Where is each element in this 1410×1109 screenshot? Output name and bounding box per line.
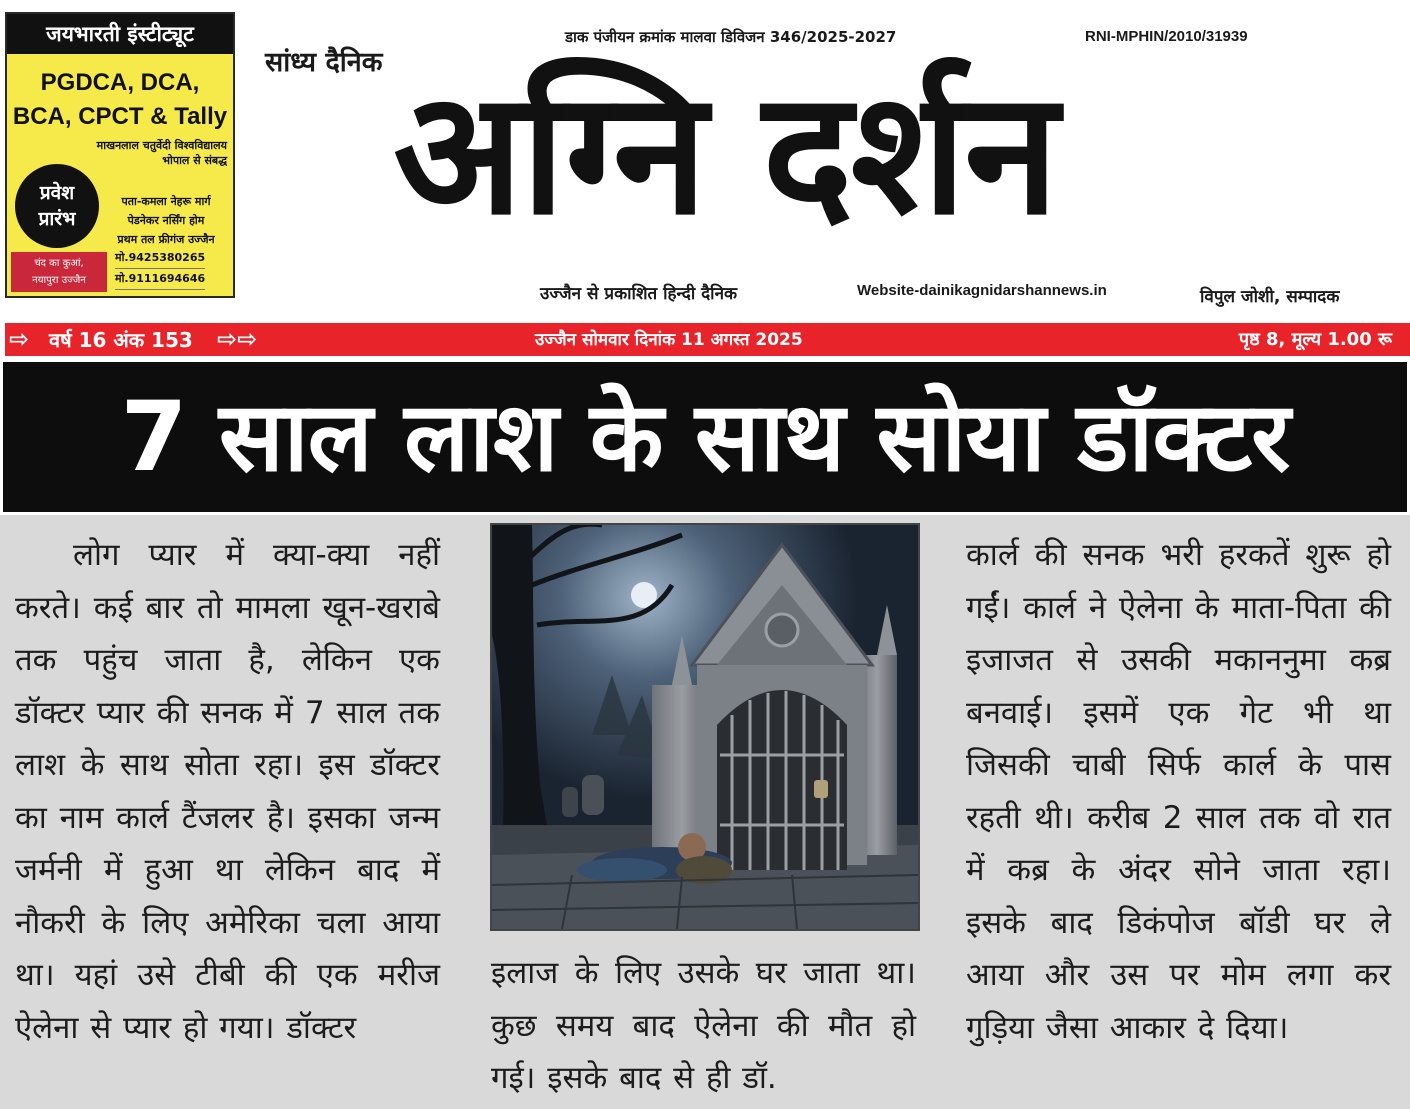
article-column-1 (15, 529, 440, 1054)
advert-phone2: मो.9111694646 (115, 269, 205, 290)
advert-admission-line1: प्रवेश (39, 182, 75, 204)
advert-address (97, 192, 235, 249)
advert-branch (11, 252, 107, 292)
rni-number: RNI-MPHIN/2010/31939 (1085, 28, 1248, 45)
advert-box (5, 12, 235, 298)
advert-courses-line1: PGDCA, DCA, (40, 69, 200, 96)
masthead-tagline: सांध्य दैनिक (265, 47, 383, 78)
article-column-2-text: इलाज के लिए उसके घर जाता था। कुछ समय बाद ऐलेना की मौत हो गई। इसके बाद से ही डॉ. (491, 955, 916, 1096)
cemetery-illustration (492, 525, 918, 929)
arrow-icon: ⇨ (9, 325, 30, 353)
website-link[interactable]: Website-dainikagnidarshannews.in (857, 282, 1107, 299)
advert-courses (7, 66, 233, 134)
editor-name: विपुल जोशी, सम्पादक (1200, 287, 1340, 307)
issue-number: वर्ष 16 अंक 153 (49, 328, 193, 352)
newspaper-name: अग्नि दर्शन (393, 55, 1057, 253)
advert-admission-badge (15, 164, 99, 248)
article-column-1-text: लोग प्यार में क्या-क्या नहीं करते। कई बार तो मामला खून-खराबे तक पहुंच जाता है, लेकिन एक डॉक्टर प्यार की सनक में 7 साल तक लाश के साथ सोता रहा। इस डॉक्टर का नाम कार्ल टैंजलर है। इसका जन्म जर्मनी में हुआ था लेकिन बाद में नौकरी के लिए अमेरिका चला आया था। यहां उसे टीबी की एक मरीज ऐलेना से प्यार हो गया। डॉक्टर (15, 537, 440, 1046)
article-column-3 (966, 529, 1391, 1054)
advert-phones (115, 248, 205, 290)
advert-phone1: मो.9425380265 (115, 248, 205, 269)
article-photo (490, 523, 920, 931)
article-body (0, 515, 1410, 1109)
double-arrow-icon: ⇨⇨ (217, 325, 258, 353)
advert-courses-line2: BCA, CPCT & Tally (12, 103, 228, 130)
published-from: उज्जैन से प्रकाशित हिन्दी दैनिक (540, 284, 738, 304)
advert-address-line3: प्रथम तल फ्रीगंज उज्जैन (117, 233, 215, 246)
headline: 7 साल लाश के साथ सोया डॉक्टर (120, 381, 1290, 493)
advert-address-line1: पता-कमला नेहरू मार्ग (121, 195, 211, 208)
postal-registration: डाक पंजीयन क्रमांक मालवा डिविजन 346/2025-2027 (565, 28, 897, 46)
advert-branch-line2: नयापुरा उज्जैन (32, 275, 86, 286)
advert-branch-line1: चंद का कुआं, (34, 258, 84, 269)
advert-affiliation: भोपाल से संबद्ध (162, 154, 227, 167)
headline-bar (3, 362, 1407, 512)
issue-strip (5, 323, 1410, 356)
padlock-icon (814, 780, 828, 798)
advert-institute-name: जयभारती इंस्टीट्यूट (7, 14, 233, 54)
advert-university: माखनलाल चतुर्वेदी विश्वविद्यालय (96, 139, 227, 152)
advert-address-line2: पेडनेकर नर्सिंग होम (127, 214, 205, 227)
pages-price: पृष्ठ 8, मूल्य 1.00 रू (1238, 329, 1392, 350)
article-column-2 (491, 947, 916, 1105)
advert-admission-line2: प्रारंभ (38, 208, 76, 230)
article-column-3-text: कार्ल की सनक भरी हरकतें शुरू हो गईं। कार्ल ने ऐलेना के माता-पिता की इजाजत से उसकी मकाननुमा कब्र बनवाई। इसमें एक गेट भी था जिसकी चाबी सिर्फ कार्ल के पास रहती थी। करीब 2 साल तक वो रात में कब्र के अंदर सोने जाता रहा। इसके बाद डिकंपोज बॉडी घर ले आया और उस पर मोम लगा कर गुड़िया जैसा आकार दे दिया। (966, 537, 1391, 1046)
issue-date: उज्जैन सोमवार दिनांक 11 अगस्त 2025 (535, 330, 803, 350)
